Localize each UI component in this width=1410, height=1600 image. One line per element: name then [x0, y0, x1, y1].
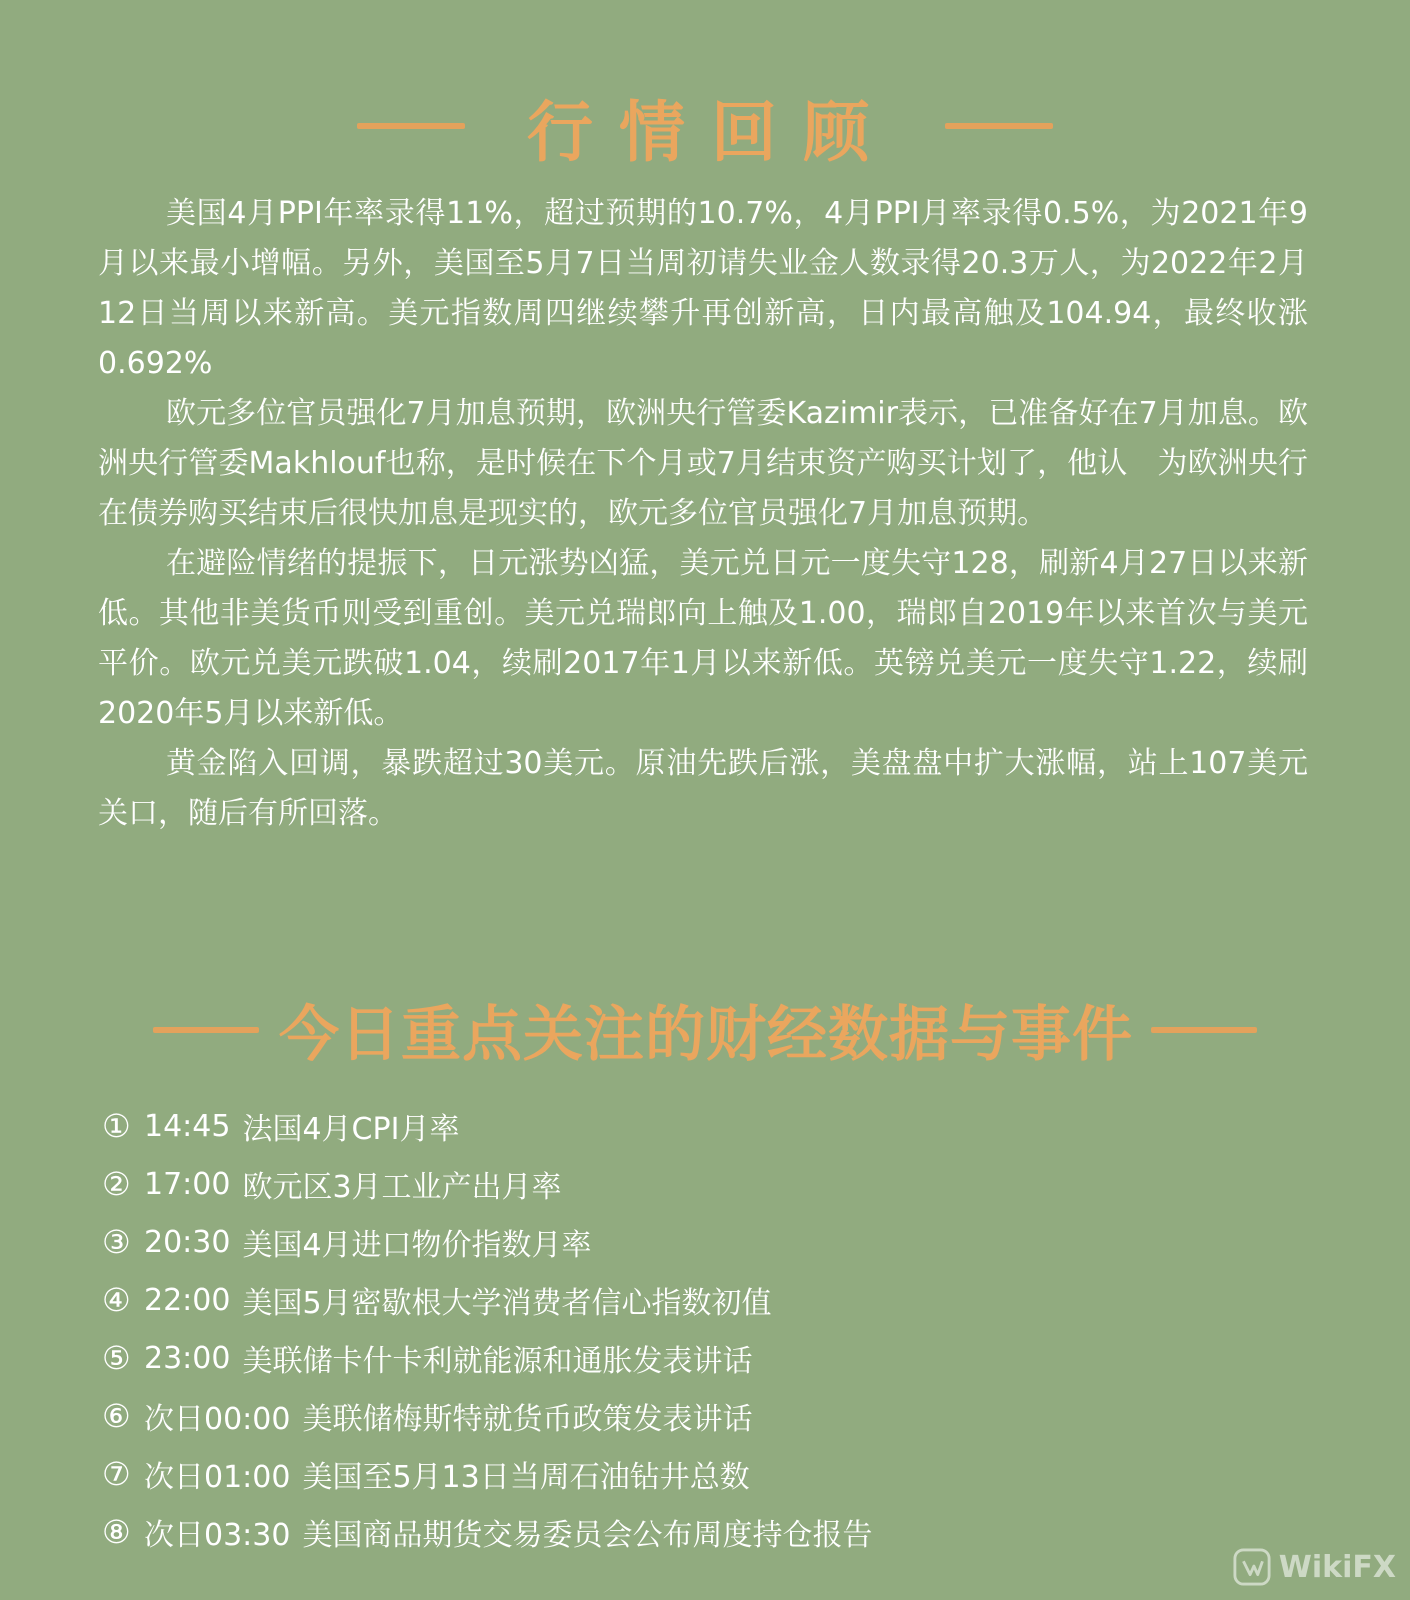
wikifx-watermark — [1233, 1548, 1396, 1586]
event-item — [102, 1097, 1252, 1155]
review-paragraph: 欧元多位官员强化7月加息预期，欧洲央行管委Kazimir表示，已准备好在7月加息。欧洲央行管委Makhlouf也称，是时候在下个月或7月结束资产购买计划了，他认 为欧洲央行在债券购买结束后很快加息是现实的，欧元多位官员强化7月加息预期。 — [98, 396, 1308, 531]
event-text: 美联储梅斯特就货币政策发表讲话 — [302, 1402, 753, 1437]
event-text: 法国4月CPI月率 — [242, 1112, 460, 1147]
event-number: ③ — [102, 1223, 131, 1261]
event-number: ⑦ — [102, 1455, 131, 1493]
event-time: 22:00 — [144, 1282, 231, 1318]
event-number: ④ — [102, 1281, 131, 1319]
event-item — [102, 1445, 1252, 1503]
events-list — [102, 1097, 1252, 1561]
event-time: 14:45 — [144, 1108, 231, 1144]
review-paragraph: 在避险情绪的提振下，日元涨势凶猛，美元兑日元一度失守128，刷新4月27日以来新低。其他非美货币则受到重创。美元兑瑞郎向上触及1.00，瑞郎自2019年以来首次与美元平价。欧元兑美元跌破1.04，续刷2017年1月以来新低。英镑兑美元一度失守1.22，续刷2020年5月以来新低。 — [98, 546, 1308, 731]
watermark-text: WikiFX — [1278, 1549, 1396, 1585]
event-text: 美联储卡什卡利就能源和通胀发表讲话 — [242, 1344, 753, 1379]
heading-left-rule — [357, 123, 465, 129]
event-text: 美国5月密歇根大学消费者信心指数初值 — [242, 1286, 772, 1321]
review-heading — [0, 86, 1410, 171]
event-time: 17:00 — [144, 1166, 231, 1202]
event-time: 次日03:30 — [144, 1518, 291, 1553]
event-time: 次日00:00 — [144, 1402, 291, 1437]
event-item — [102, 1329, 1252, 1387]
event-time: 20:30 — [144, 1224, 231, 1260]
review-paragraph: 美国4月PPI年率录得11%，超过预期的10.7%，4月PPI月率录得0.5%，为2021年9月以来最小增幅。另外，美国至5月7日当周初请失业金人数录得20.3万人，为2022年2月12日当周以来新高。美元指数周四继续攀升再创新高，日内最高触及104.94，最终收涨0.692% — [98, 196, 1308, 381]
event-item — [102, 1503, 1252, 1561]
heading-left-rule — [153, 1027, 259, 1033]
event-text: 美国4月进口物价指数月率 — [242, 1228, 592, 1263]
event-number: ⑧ — [102, 1513, 131, 1551]
heading-right-rule — [945, 123, 1053, 129]
event-number: ⑤ — [102, 1339, 131, 1377]
event-number: ⑥ — [102, 1397, 131, 1435]
events-title: 今日重点关注的财经数据与事件 — [279, 1000, 1133, 1070]
event-text: 美国至5月13日当周石油钻井总数 — [302, 1460, 750, 1495]
event-text: 美国商品期货交易委员会公布周度持仓报告 — [302, 1518, 873, 1553]
review-title: 行情回顾 — [527, 93, 895, 171]
event-text: 欧元区3月工业产出月率 — [242, 1170, 562, 1205]
events-heading — [0, 990, 1410, 1070]
event-number: ① — [102, 1107, 131, 1145]
event-item — [102, 1387, 1252, 1445]
heading-right-rule — [1151, 1027, 1257, 1033]
event-item — [102, 1155, 1252, 1213]
event-item — [102, 1271, 1252, 1329]
review-paragraph: 黄金陷入回调，暴跌超过30美元。原油先跌后涨，美盘盘中扩大涨幅，站上107美元关口，随后有所回落。 — [98, 746, 1308, 831]
event-item — [102, 1213, 1252, 1271]
review-body — [98, 189, 1308, 839]
event-time: 次日01:00 — [144, 1460, 291, 1495]
wikifx-logo-icon — [1233, 1548, 1271, 1586]
event-time: 23:00 — [144, 1340, 231, 1376]
event-number: ② — [102, 1165, 131, 1203]
